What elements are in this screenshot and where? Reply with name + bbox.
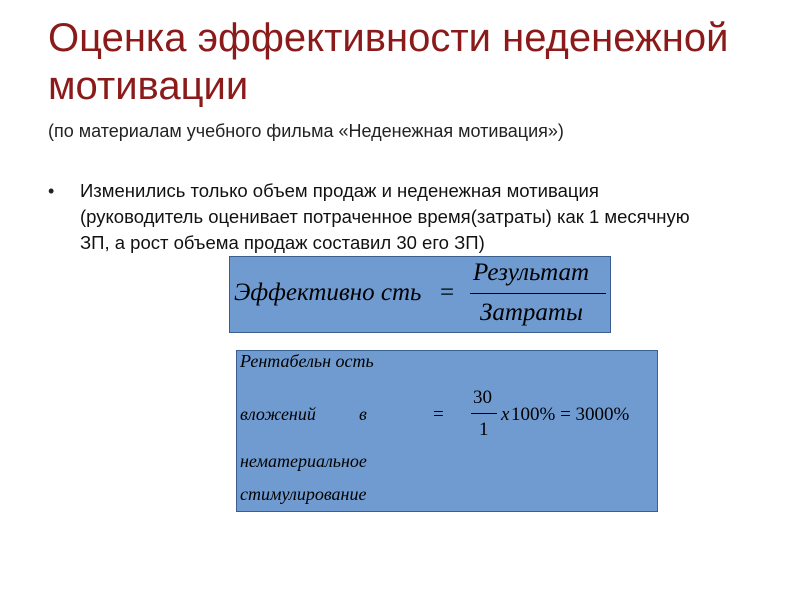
bullet-text: Изменились только объем продаж и неденежная мотивация (руководитель оценивает потраченное время(затраты) как 1 месячную ЗП, а рост объема продаж составил 30 его ЗП) [80, 180, 690, 253]
roi-numerator: 30 [473, 387, 492, 408]
slide-title: Оценка эффективности неденежной мотивации [48, 16, 729, 108]
slide-subtitle: (по материалам учебного фильма «Неденежная мотивация») [48, 121, 564, 141]
roi-line1: Рентабельн ость [240, 351, 374, 371]
roi-line2-word2: в [359, 404, 367, 424]
bullet-marker: • [48, 181, 55, 201]
fraction-bar [470, 293, 606, 294]
roi-fraction-bar [471, 413, 497, 414]
roi-denominator: 1 [479, 419, 489, 440]
roi-formula-box [236, 350, 658, 512]
formula-denominator: Затраты [480, 299, 583, 326]
roi-line2-word1: вложений [240, 404, 316, 424]
formula-equals: = [440, 279, 455, 306]
roi-result: 100% = 3000% [511, 404, 630, 425]
roi-multiply-x: x [501, 404, 510, 425]
formula-lhs: Эффективно сть [234, 279, 422, 306]
roi-line3: нематериальное [240, 451, 367, 471]
formula-numerator: Результат [473, 259, 590, 286]
roi-equals: = [433, 404, 444, 425]
efficiency-formula-box [229, 256, 611, 333]
roi-line4: стимулирование [240, 484, 367, 504]
